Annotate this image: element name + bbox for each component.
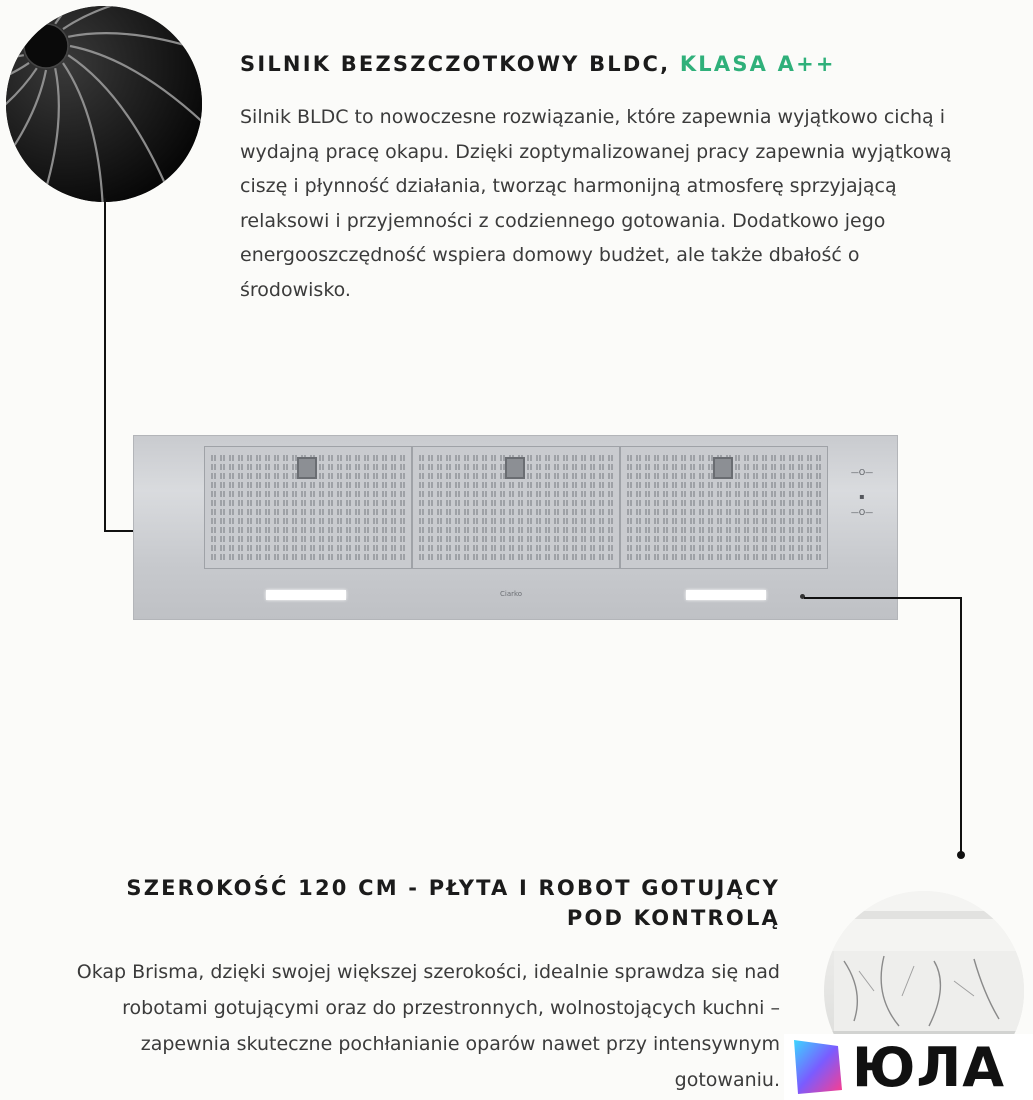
title-line: POD KONTROLĄ bbox=[566, 906, 780, 930]
fan-image bbox=[6, 6, 202, 202]
filter-handle bbox=[713, 457, 733, 479]
connector-line bbox=[104, 198, 106, 532]
filter-handle bbox=[297, 457, 317, 479]
section-description: Silnik BLDC to nowoczesne rozwiązanie, które zapewnia wyjątkowo cichą i wydajną pracę okapu. Dzięki zoptymalizowanej pracy zapewnia wyjątkową ciszę i płynność działania, tworząc harmonijną atmosferę sprzyjającą relaksowi i przyjemności z codziennego gotowania. Dodatkowo jego energooszczędność wspiera domowy budżet, ale także dbałość o środowisko. bbox=[240, 106, 952, 301]
led-light bbox=[266, 590, 346, 600]
title-line: SZEROKOŚĆ 120 CM - PŁYTA I ROBOT GOTUJĄCY bbox=[126, 876, 780, 900]
youla-logo-icon bbox=[786, 1036, 846, 1098]
control-panel: —O— ▪ —O— bbox=[850, 468, 874, 517]
title-accent: KLASA A++ bbox=[679, 52, 836, 76]
filter-panel bbox=[204, 446, 412, 569]
fan-icon bbox=[6, 6, 202, 202]
watermark-text: ЮЛА bbox=[852, 1036, 1006, 1099]
connector-line bbox=[804, 597, 962, 599]
connector-line bbox=[960, 597, 962, 855]
led-light bbox=[686, 590, 766, 600]
title-main: SILNIK BEZSZCZOTKOWY BLDC, bbox=[240, 52, 671, 76]
filter-panel bbox=[620, 446, 828, 569]
section-title bbox=[240, 52, 940, 76]
section-title bbox=[60, 873, 780, 933]
filter-handle bbox=[505, 457, 525, 479]
filter-panel bbox=[412, 446, 620, 569]
brand-label: Ciarko bbox=[500, 590, 523, 598]
section-description: Okap Brisma, dzięki swojej większej szerokości, idealnie sprawdza się nad robotami gotującymi oraz do przestronnych, wolnostojących kuchni – zapewnia skuteczne pochłanianie oparów nawet przy intensywnym gotowaniu. bbox=[76, 961, 780, 1091]
connector-dot bbox=[957, 851, 965, 859]
hood-image bbox=[133, 435, 898, 620]
